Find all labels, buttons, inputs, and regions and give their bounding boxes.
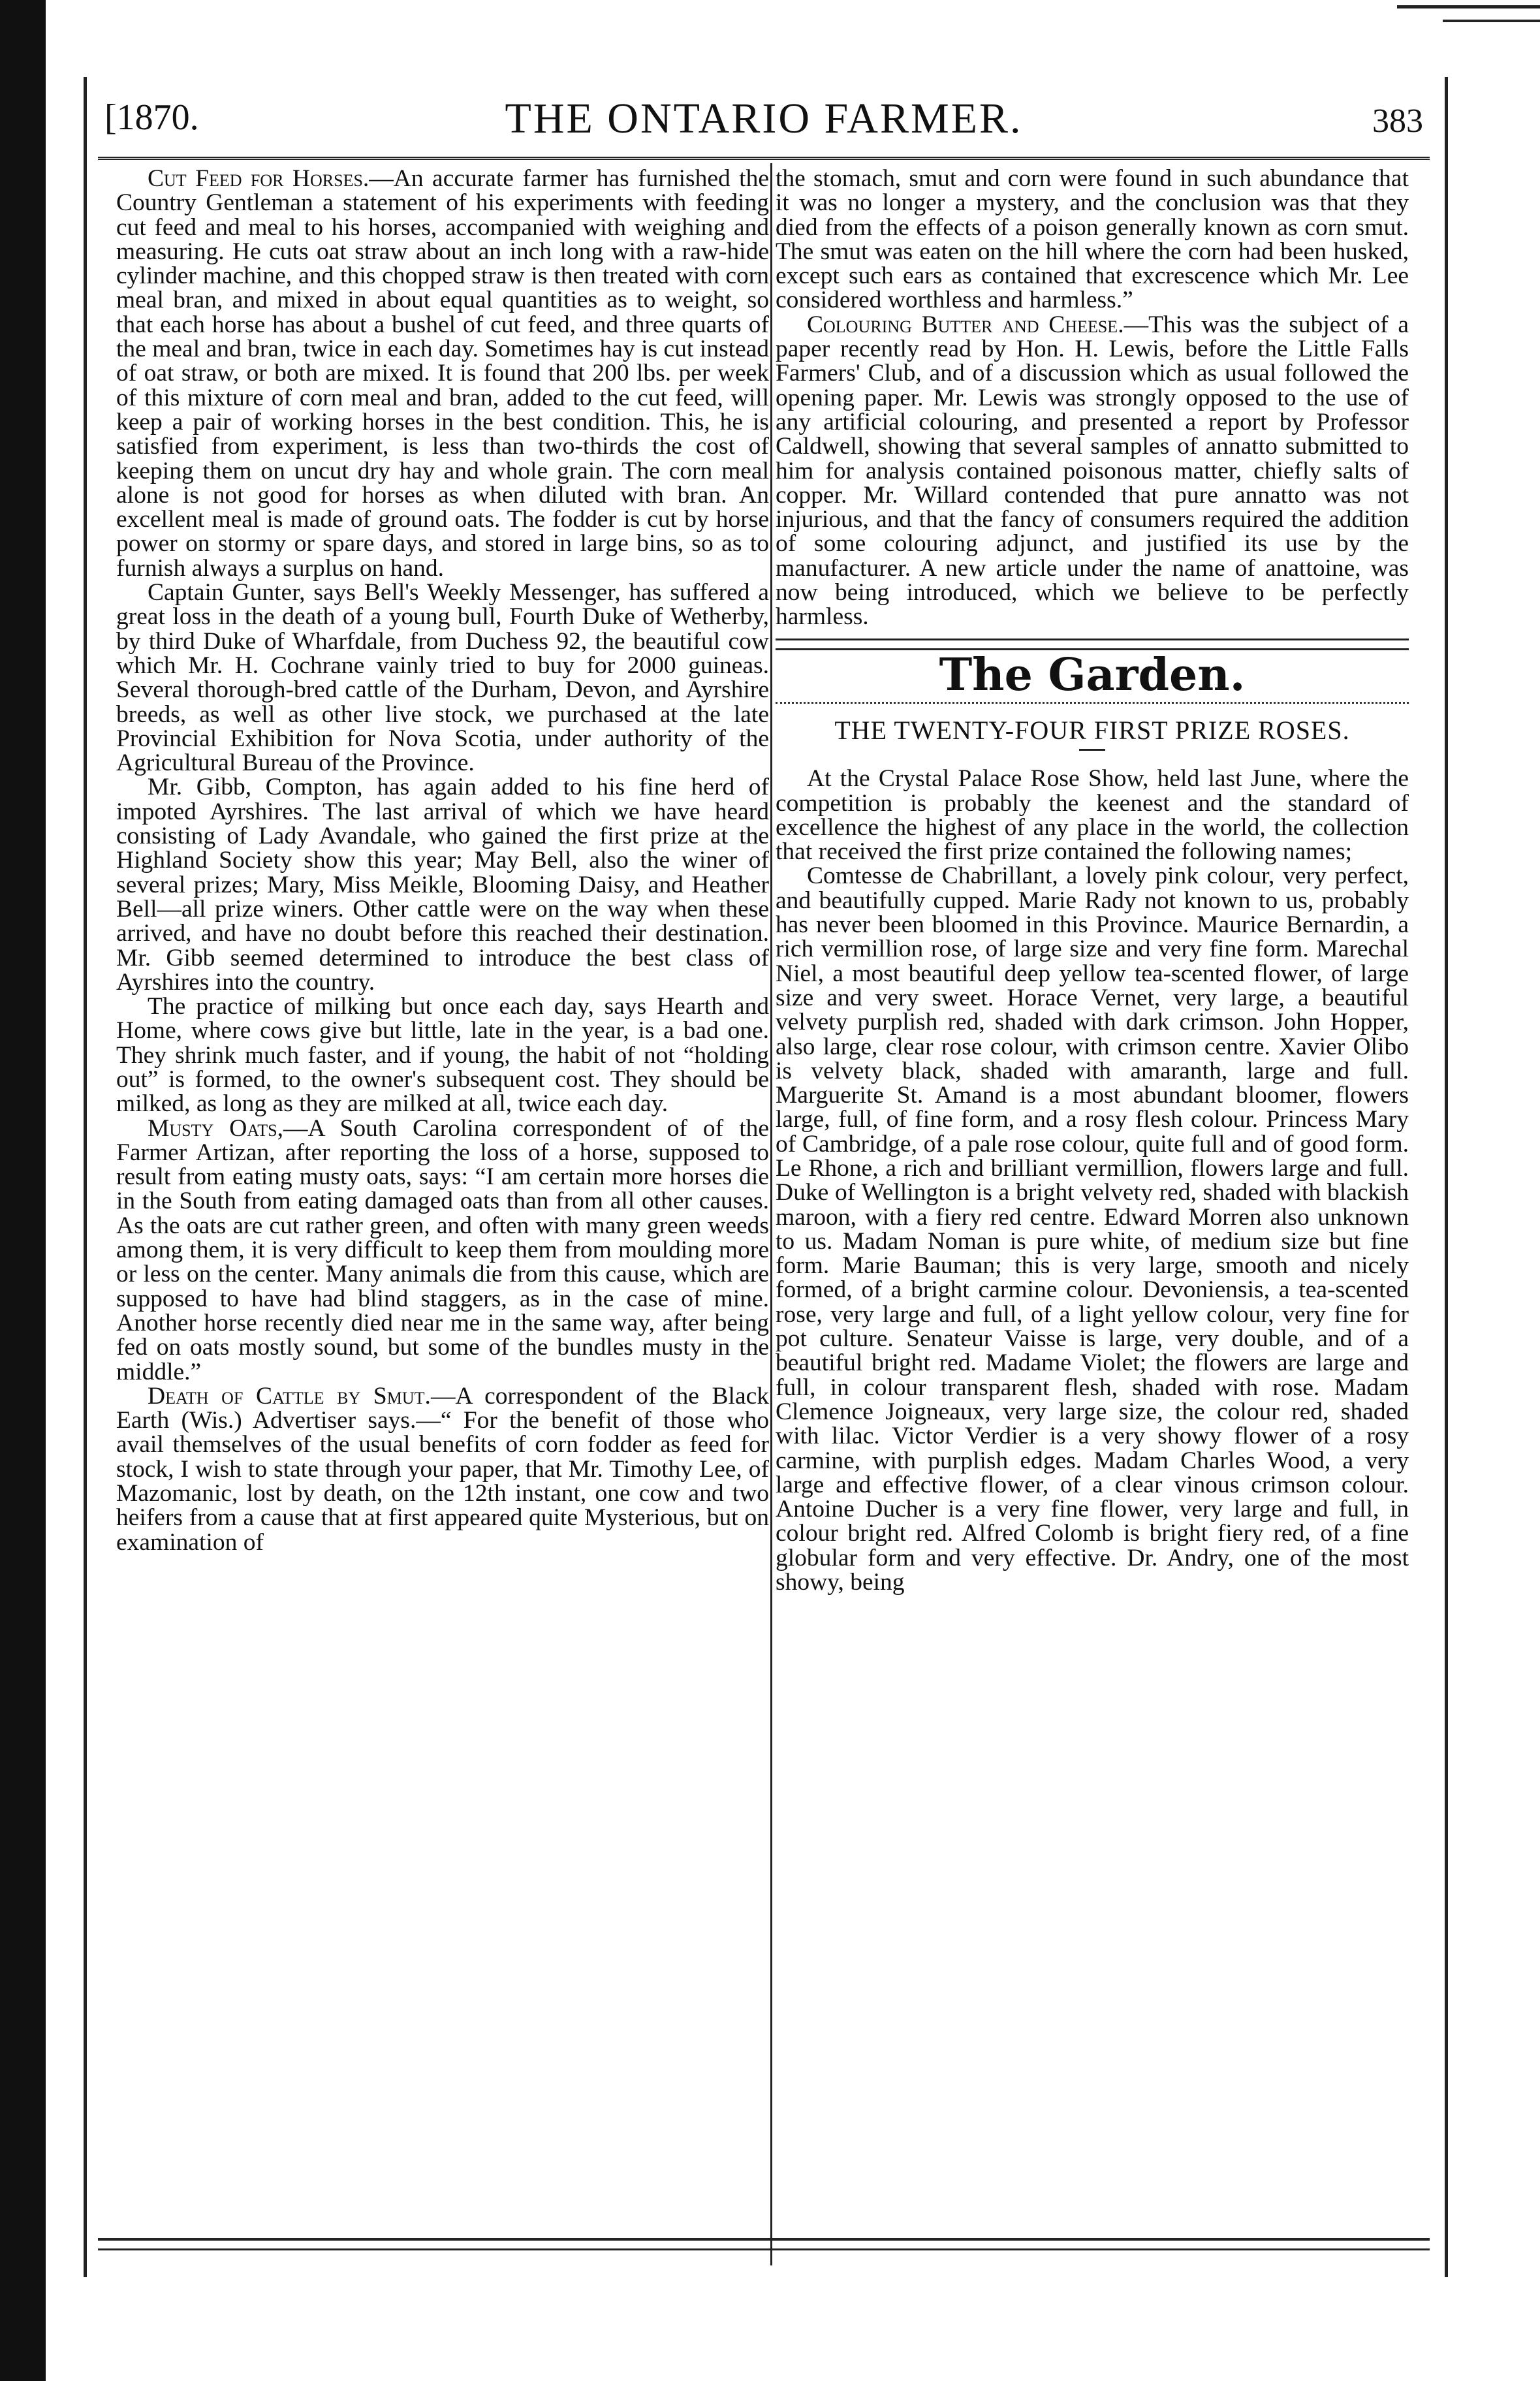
article-lead: Death of Cattle by Smut. [148, 1382, 431, 1410]
paragraph-text: the stomach, smut and corn were found in such abundance that it was no longer a mystery, and the conclusion was that they died from the effects of a poison generally known as corn smut. The smut was eaten on the hill where the corn had been husked, except such ears as contained that excrescence which Mr. Lee considered worthless and harmless.” [776, 166, 1409, 314]
article-paragraph [116, 1384, 769, 1554]
page-title: THE ONTARIO FARMER. [505, 95, 1023, 142]
page-header [98, 85, 1430, 160]
article-lead: Colouring Butter and Cheese. [807, 311, 1124, 338]
article-lead: Musty Oats, [148, 1114, 283, 1142]
top-rule-secondary [1443, 20, 1540, 22]
paragraph-text: —A South Carolina correspondent of of the Farmer Artizan, after reporting the loss of a horse, supposed to result from eating musty oats, says: “I am certain more horses die in the South from eating damaged oats than from all other causes. As the oats are cut rather green, and often with many green weeds among them, it is very difficult to keep them from moulding more or less on the center. Many animals die from this cause, which are supposed to have had blind staggers, as in the case of mine. Another horse recently died near me in the same way, after being fed on oats mostly sound, but some of the bundles musty in the middle.” [116, 1114, 769, 1385]
paragraph-text: Mr. Gibb, Compton, has again added to his fine herd of impoted Ayrshires. The last arrival of which we have heard consisting of Lady Avandale, who gained the first prize at the Highland Society show this year; May Bell, also the winer of several prizes; Mary, Miss Meikle, Blooming Daisy, and Heather Bell—all prize winers. Other cattle were on the way when these arrived, and have no doubt before this reached their destination. Mr. Gibb seemed determined to introduce the best class of Ayrshires into the country. [116, 774, 769, 996]
paragraph-text: —A correspondent of the Black Earth (Wis.) Advertiser says.—“ For the benefit of those who avail themselves of the usual benefits of corn fodder as feed for stock, I wish to state through your paper, that Mr. Timothy Lee, of Mazomanic, lost by death, on the 12th instant, one cow and two heifers from a cause that at first appeared quite Mysterious, but on examination of [116, 1382, 769, 1556]
page-number: 383 [1372, 102, 1423, 140]
paragraph-text: —This was the subject of a paper recently read by Hon. H. Lewis, before the Little Falls Farmers' Club, and of a discussion which as usual followed the opening paper. Mr. Lewis was strongly opposed to the use of any artificial colouring, and presented a report by Professor Caldwell, showing that several samples of annatto submitted to him for analysis contained poisonous matter, chiefly salts of copper. Mr. Willard contended that pure annatto was not injurious, and that the fancy of consumers required the addition of some colouring adjunct, and justified its use by the manufacturer. A new article under the name of anattoine, was now being introduced, which we believe to be perfectly harmless. [776, 311, 1409, 631]
section-title: The Garden. [939, 648, 1246, 701]
top-rule [1397, 5, 1540, 8]
left-column [116, 166, 769, 2256]
article-lead: Cut Feed for Horses. [148, 166, 369, 192]
paragraph-text: Comtesse de Chabrillant, a lovely pink colour, very perfect, and beautifully cupped. Marie Rady not known to us, probably has never been bloomed in this Province. Maurice Bernardin, a rich vermillion rose, of large size and very fine form. Marechal Niel, a most beautiful deep yellow tea-scented flower, of large size and very sweet. Horace Vernet, very large, a beautiful velvety purplish red, shaded with dark crimson. John Hopper, also large, clear rose colour, with crimson centre. Xavier Olibo is velvety black, shaded with amaranth, large and full. Marguerite St. Amand is a most abundant bloomer, flowers large, full, of fine form, and a rosy flesh colour. Princess Mary of Cambridge, of a pale rose colour, quite full and of good form. Le Rhone, a rich and brilliant vermillion, flowers large and full. Duke of Wellington is a bright velvety red, shaded with blackish maroon, with a fiery red centre. Edward Morren also unknown to us. Madam Noman is pure white, of medium size but fine form. Marie Bauman; this is very large, smooth and nicely formed, of a bright carmine colour. Devoniensis, a tea-scented rose, very large and full, of a light yellow colour, very fine for pot culture. Senateur Vaisse is large, very double, and of a beautiful bright red. Madame Violet; the flowers are large and full, in colour transparent flesh, shaded with rose. Madam Clemence Joigneaux, very large size, the colour red, shaded with lilac. Victor Verdier is a very showy flower of a rosy carmine, with purplish edges. Madam Charles Wood, a very large and effective flower, of a clear vinous crimson colour. Antoine Ducher is a very fine flower, very large and full, in colour bright red. Alfred Colomb is bright fiery red, of a fine globular form and very effective. Dr. Andry, one of the most showy, being [776, 862, 1409, 1596]
article-paragraph [776, 766, 1409, 864]
article-paragraph [116, 580, 769, 775]
article-paragraph [776, 864, 1409, 1594]
article-paragraph [116, 1116, 769, 1384]
bottom-rule [98, 2238, 1430, 2250]
article-paragraph [776, 166, 1409, 313]
scan-edge-shadow [0, 0, 46, 2381]
section-rule [776, 639, 1409, 650]
article-paragraph [776, 313, 1409, 629]
paragraph-text: —An accurate farmer has furnished the Country Gentleman a statement of his experiments with feeding cut feed and meal to his horses, accompanied with weighing and measuring. He cuts oat straw about an inch long with a raw-hide cylinder machine, and this chopped straw is then treated with corn meal bran, and mixed in about equal quantities as to weight, so that each horse has about a bushel of cut feed, and three quarts of the meal and bran, twice in each day. Sometimes hay is cut instead of oat straw, or both are mixed. It is found that 200 lbs. per week of this mixture of corn meal and bran, added to the cut feed, will keep a pair of working horses in the best condition. This, he is satisfied from experiment, is less than two-thirds the cost of keeping them on uncut dry hay and whole grain. The corn meal alone is not good for horses as when diluted with bran. An excellent meal is made of ground oats. The fodder is cut by horse power on stormy or spare days, and stored in large bins, so as to furnish always a surplus on hand. [116, 166, 769, 582]
paragraph-text: At the Crystal Palace Rose Show, held last June, where the competition is probably the keenest and the standard of excellence the highest of any place in the world, the collection that received the first prize contained the following names; [776, 765, 1409, 866]
article-paragraph [116, 994, 769, 1116]
column-divider [770, 163, 772, 2265]
dotted-rule [776, 702, 1409, 704]
article-paragraph [116, 775, 769, 994]
paragraph-text: Captain Gunter, says Bell's Weekly Messenger, has suffered a great loss in the death of a young bull, Fourth Duke of Wetherby, by third Duke of Wharfdale, from Duchess 92, the beautiful cow which Mr. H. Cochrane vainly tried to buy for 2000 guineas. Several thorough-bred cattle of the Durham, Devon, and Ayrshire breeds, as well as other live stock, we purchased at the late Provincial Exhibition for Nova Scotia, under authority of the Agricultural Bureau of the Province. [116, 579, 769, 777]
article-paragraph [116, 166, 769, 580]
title-dash [1079, 749, 1105, 751]
right-column [776, 166, 1409, 2256]
paragraph-text: The practice of milking but once each day, says Hearth and Home, where cows give but little, late in the year, is a bad one. They shrink much faster, and if young, the habit of not “holding out” is formed, to the owner's subsequent cost. They should be milked, as long as they are milked at all, twice each day. [116, 993, 769, 1118]
article-title: THE TWENTY-FOUR FIRST PRIZE ROSES. [834, 715, 1350, 745]
header-year: [1870. [104, 97, 199, 138]
